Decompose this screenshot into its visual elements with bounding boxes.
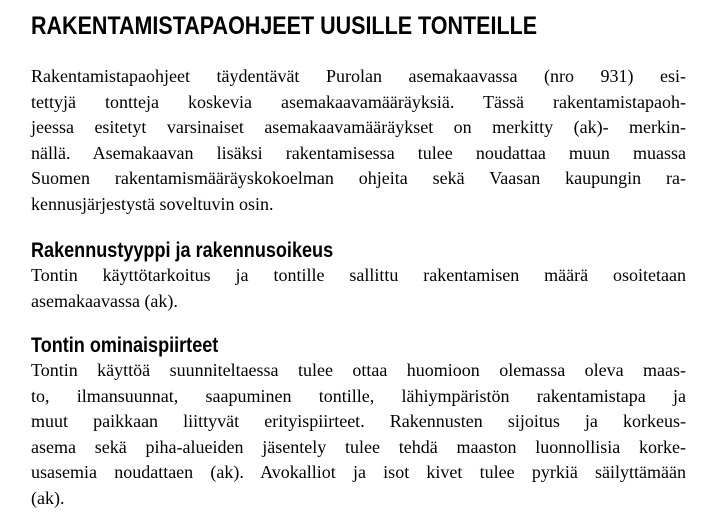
document-page [31,0,686,511]
intro-line: kennusjärjestystä soveltuvin osin. [31,193,274,214]
section-line: Tontin käyttötarkoitus ja tontille sallittu rakentamisen määrä osoitetaan [31,265,686,285]
section-line: usasemia noudattaen (ak). Avokalliot ja isot kivet tulee pyrkiä säilyttämään [31,462,686,482]
section-heading-plot-characteristics: Tontin ominaispiirteet [31,334,219,357]
intro-line: jeessa esitetyt varsinaiset asemakaavamääräykset on merkitty (ak)- merkin- [31,117,686,137]
section-line: Tontin käyttöä suunniteltaessa tulee ottaa huomioon olemassa oleva maas- [31,360,686,380]
intro-paragraph [31,64,686,217]
section-paragraph-plot-characteristics [31,358,686,511]
section-line: (ak). [31,487,65,508]
intro-line: Suomen rakentamismääräyskokoelman ohjeita sekä Vaasan kaupungin ra- [31,168,686,188]
document-title: RAKENTAMISTAPAOHJEET UUSILLE TONTEILLE [31,12,538,40]
intro-line: Rakentamistapaohjeet täydentävät Purolan asemakaavassa (nro 931) esi- [31,66,686,86]
intro-line: nällä. Asemakaavan lisäksi rakentamisessa tulee noudattaa muun muassa [31,142,686,163]
section-line: muut paikkaan liittyvät erityispiirteet. Rakennusten sijoitus ja korkeus- [31,411,686,431]
section-line: to, ilmansuunnat, saapuminen tontille, lähiympäristön rakentamistapa ja [31,385,686,406]
section-paragraph-building-type [31,263,686,314]
intro-line: tettyjä tontteja koskevia asemakaavamääräyksiä. Tässä rakentamistapaoh- [31,91,686,112]
section-line: asemakaavassa (ak). [31,290,178,311]
section-heading-building-type: Rakennustyyppi ja rakennusoikeus [31,239,334,262]
section-line: asema sekä piha-alueiden jäsentely tulee tehdä maaston luonnollisia korke- [31,436,686,457]
